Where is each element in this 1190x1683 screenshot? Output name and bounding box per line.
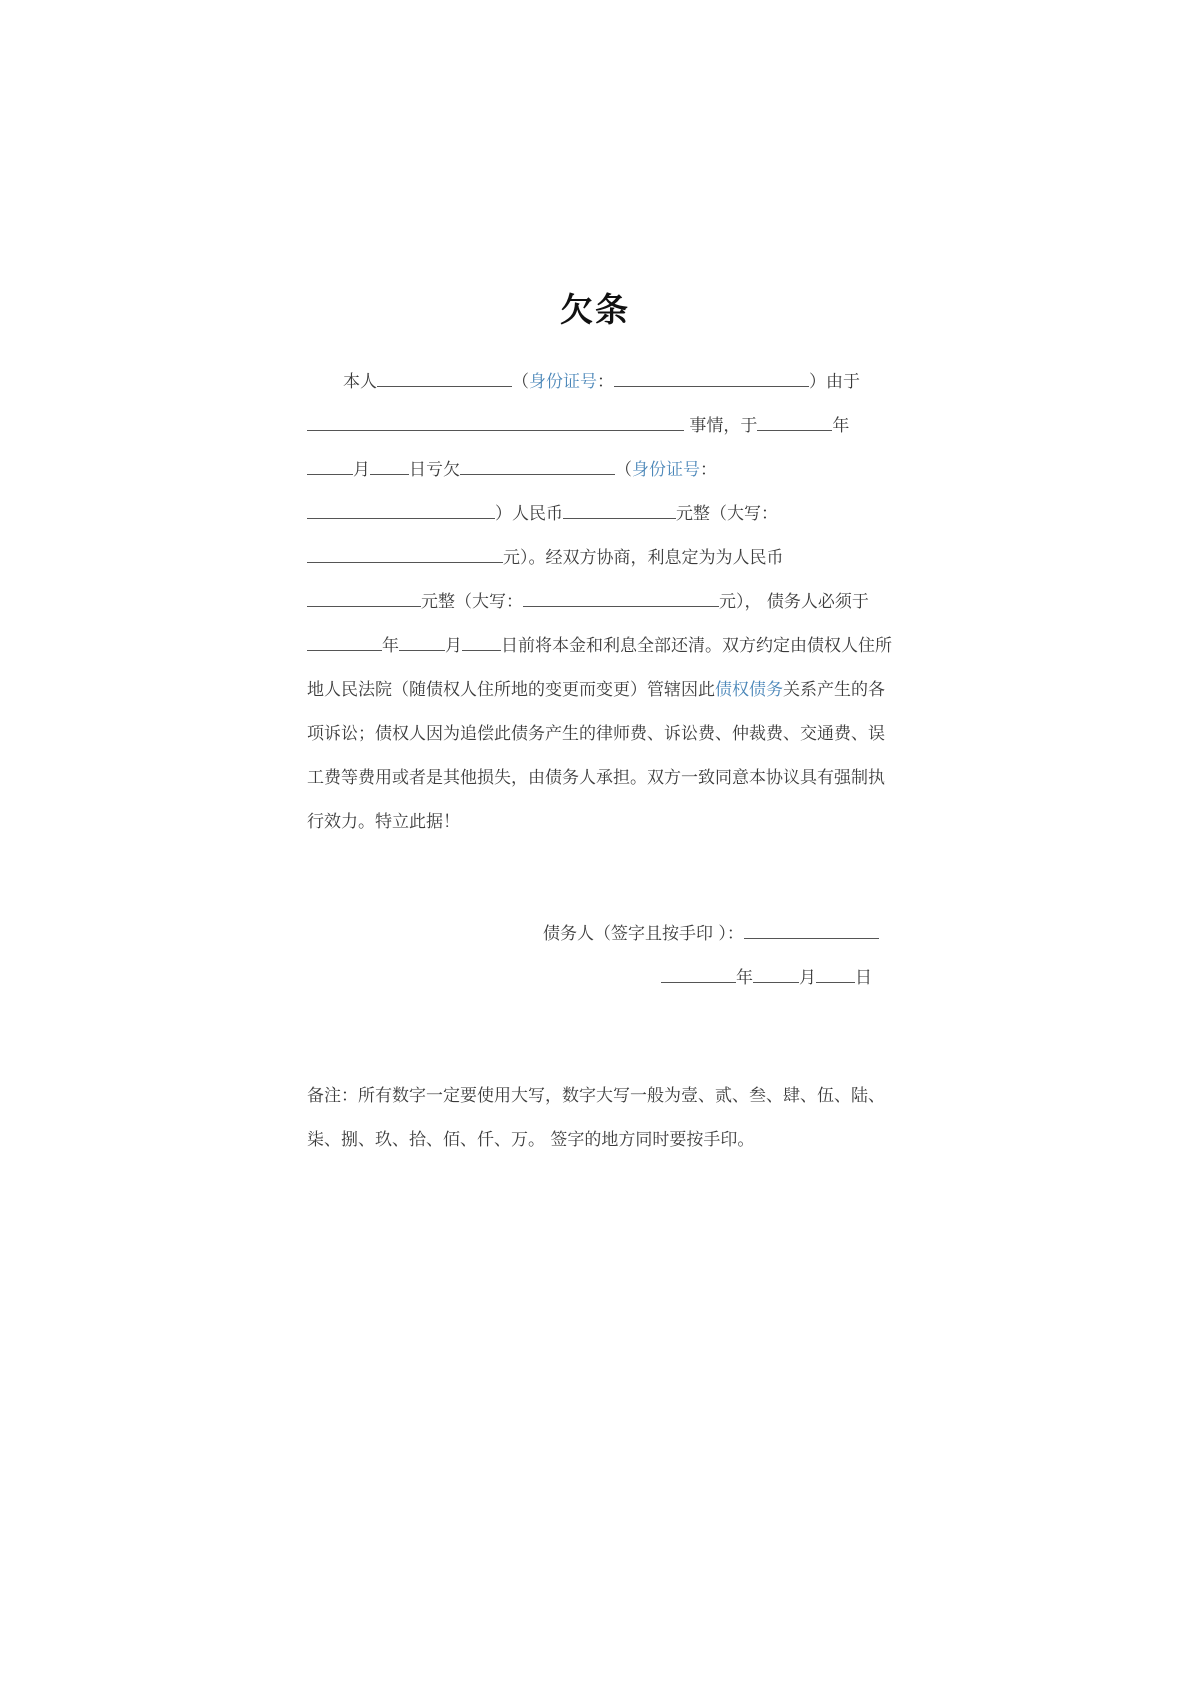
text-segment: 月 xyxy=(445,636,462,656)
body-line-2 xyxy=(307,414,849,438)
body-line-6 xyxy=(307,590,869,614)
text-segment: （ xyxy=(512,372,529,392)
sign-day-blank[interactable] xyxy=(816,966,855,983)
creditor-blank[interactable] xyxy=(460,458,615,475)
body-line-3 xyxy=(307,458,717,482)
debtor-signature-blank[interactable] xyxy=(744,922,879,939)
body-line-4 xyxy=(307,502,778,526)
text-segment: 日前将本金和利息全部还清。双方约定由债权人住所 xyxy=(501,636,892,656)
text-segment: 本人 xyxy=(343,372,377,392)
creditor-id-blank[interactable] xyxy=(307,502,495,519)
text-segment: 地人民法院（随债权人住所地的变更而变更）管辖因此 xyxy=(307,680,715,700)
text-segment: 事情，于 xyxy=(689,416,758,436)
day-blank[interactable] xyxy=(370,458,409,475)
body-line-11: 行效力。特立此据！ xyxy=(307,812,460,832)
body-line-10: 工费等费用或者是其他损失，由债务人承担。双方一致同意本协议具有强制执 xyxy=(307,768,885,788)
text-segment: 日 xyxy=(855,968,872,988)
note-line-1: 备注：所有数字一定要使用大写，数字大写一般为壹、贰、叁、肆、伍、陆、 xyxy=(307,1086,885,1106)
text-segment: 元）。经双方协商，利息定为为人民币 xyxy=(503,548,784,568)
month-blank[interactable] xyxy=(307,458,353,475)
reason-blank[interactable] xyxy=(307,414,684,431)
text-segment: ）人民币 xyxy=(495,504,563,524)
id-number-link[interactable]: 身份证号 xyxy=(529,372,597,392)
due-year-blank[interactable] xyxy=(307,634,382,651)
principal-amount-blank[interactable] xyxy=(563,502,676,519)
text-segment: 关系产生的各 xyxy=(783,680,885,700)
text-segment: 元）， 债务人必须于 xyxy=(719,592,869,612)
body-line-8 xyxy=(307,678,885,702)
text-segment: 年 xyxy=(832,416,850,436)
text-segment: 元整（大写： xyxy=(421,592,523,612)
sign-year-blank[interactable] xyxy=(661,966,736,983)
interest-amount-blank[interactable] xyxy=(307,590,421,607)
body-line-1 xyxy=(343,370,860,394)
page-title: 欠条 xyxy=(560,290,630,329)
debtor-signature-label: 债务人（签字且按手印 ）： xyxy=(543,924,744,944)
debt-link[interactable]: 债权债务 xyxy=(715,680,783,700)
interest-uppercase-blank[interactable] xyxy=(523,590,719,607)
year-blank[interactable] xyxy=(757,414,832,431)
text-segment: 月 xyxy=(799,968,816,988)
text-segment: 月 xyxy=(353,460,370,480)
debtor-signature-line xyxy=(543,922,879,946)
signature-date-line xyxy=(661,966,872,990)
text-segment: （ xyxy=(615,460,632,480)
body-line-5 xyxy=(307,546,784,570)
text-segment: ）由于 xyxy=(809,372,860,392)
text-segment: 年 xyxy=(382,636,399,656)
text-segment: 日亏欠 xyxy=(409,460,460,480)
sign-month-blank[interactable] xyxy=(753,966,799,983)
body-line-7 xyxy=(307,634,892,658)
note-line-2: 柒、捌、玖、拾、佰、仟、万。 签字的地方同时要按手印。 xyxy=(307,1130,755,1150)
name-blank[interactable] xyxy=(377,370,512,387)
id-number-link[interactable]: 身份证号 xyxy=(632,460,700,480)
text-segment: 年 xyxy=(736,968,753,988)
text-segment: ： xyxy=(597,372,614,392)
text-segment: 元整（大写： xyxy=(676,504,778,524)
id-number-blank[interactable] xyxy=(614,370,809,387)
due-day-blank[interactable] xyxy=(462,634,501,651)
principal-uppercase-blank[interactable] xyxy=(307,546,503,563)
due-month-blank[interactable] xyxy=(399,634,445,651)
text-segment: ： xyxy=(700,460,717,480)
body-line-9: 项诉讼；债权人因为追偿此债务产生的律师费、诉讼费、仲裁费、交通费、误 xyxy=(307,724,885,744)
